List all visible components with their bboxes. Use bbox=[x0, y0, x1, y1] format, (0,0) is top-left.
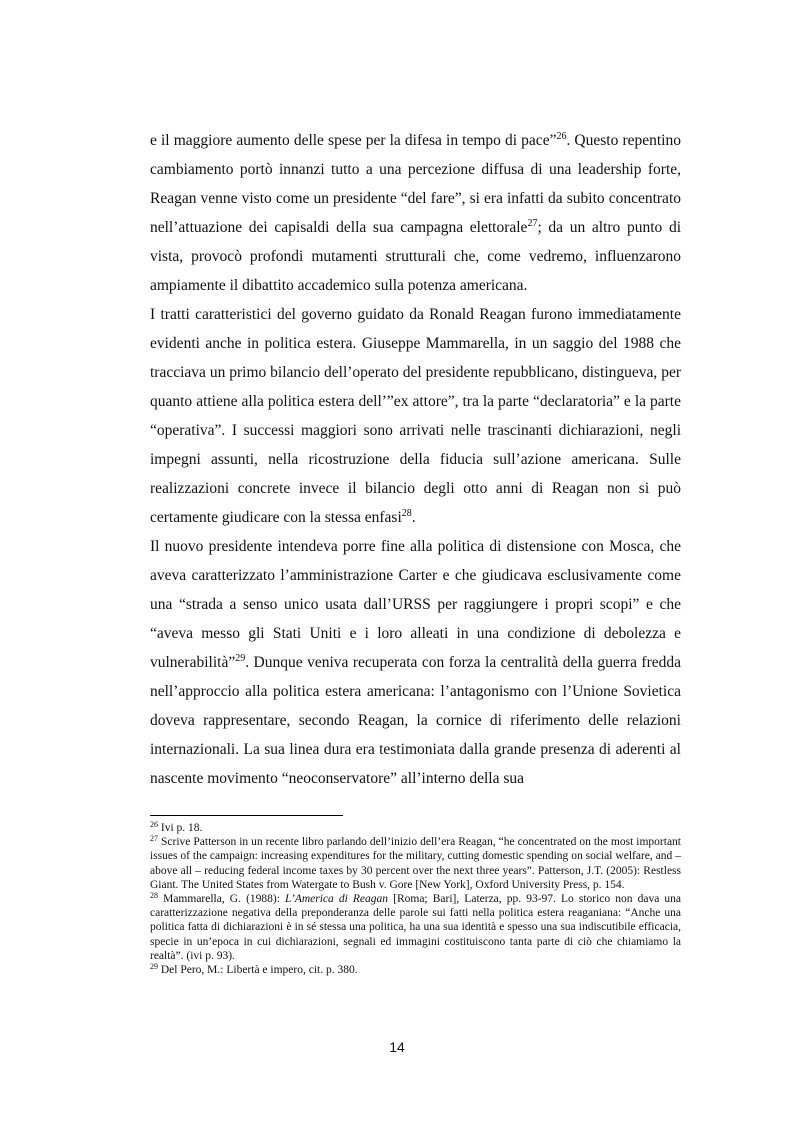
footnote-number: 27 bbox=[150, 834, 158, 844]
text-run: Il nuovo presidente intendeva porre fine alla politica di distensione con Mosca, che aveva caratterizzato l’amministrazione Carter e che giudicava esclusivamente come una “strada a senso unico usata dall’URSS per raggiungere i propri scopi” e che “aveva messo gli Stati Uniti e i loro alleati in una condizione di debolezza e vulnerabilità” bbox=[150, 538, 681, 671]
footnote-separator bbox=[150, 815, 343, 816]
footnote-ref-26[interactable]: 26 bbox=[556, 131, 567, 142]
paragraph-3 bbox=[150, 532, 681, 793]
text-run: . Questo repentino cambiamento portò innanzi tutto a una percezione diffusa di una leadership forte, Reagan venne visto come un presidente “del fare”, si era infatti da subito concentrato nell’attuazione dei capisaldi della sua campagna elettorale bbox=[150, 132, 681, 236]
footnote-number: 29 bbox=[150, 962, 158, 972]
footnote-26 bbox=[150, 821, 681, 835]
footnote-ref-29[interactable]: 29 bbox=[235, 653, 246, 664]
footnote-text: Mammarella, G. (1988): bbox=[163, 893, 286, 906]
main-text bbox=[150, 126, 681, 793]
footnote-ref-28[interactable]: 28 bbox=[401, 508, 412, 519]
text-run: . bbox=[411, 509, 416, 526]
footnote-text: Scrive Patterson in un recente libro parlando dell’inizio dell’era Reagan, “he concentrated on the most important issues of the campaign: increasing expenditures for the military, cutting domestic spending on social welfare, and – above all – reducing federal income taxes by 30 percent over the next three years”. Patterson, J.T. (2005): Restless Giant. The United States from Watergate to Bush v. Gore [New York], Oxford University Press, p. 154. bbox=[150, 836, 681, 891]
footnotes bbox=[150, 821, 681, 977]
footnote-28 bbox=[150, 892, 681, 963]
footnote-29 bbox=[150, 963, 681, 977]
text-run: e il maggiore aumento delle spese per la difesa in tempo di pace” bbox=[150, 132, 557, 149]
text-run: . Dunque veniva recuperata con forza la centralità della guerra fredda nell’approccio alla politica estera americana: l’antagonismo con l’Unione Sovietica doveva rappresentare, secondo Reagan, la cornice di riferimento delle relazioni internazionali. La sua linea dura era testimoniata dalla grande presenza di aderenti al nascente movimento “neoconservatore” all’interno della sua bbox=[150, 654, 681, 787]
footnote-number: 28 bbox=[150, 891, 158, 901]
page-number: 14 bbox=[389, 1039, 405, 1055]
footnote-text: Del Pero, M.: Libertà e impero, cit. p. 380. bbox=[160, 964, 358, 977]
footnote-27 bbox=[150, 835, 681, 892]
footnote-text: [Roma; Bari], Laterza, pp. 93-97. Lo storico non dava una caratterizzazione negativa della preponderanza delle parole sui fatti nella politica estera reaganiana: “Anche una politica fatta di dichiarazioni è in sé stessa una politica, ha una sua identità e spesso una sua indiscutibile efficacia, specie in un’epoca in cui dichiarazioni, segnali ed immagini costituiscono tanta parte di ciò che chiamiamo la realtà”. (ivi p. 93). bbox=[150, 893, 681, 962]
paragraph-1 bbox=[150, 126, 681, 300]
footnote-number: 26 bbox=[150, 820, 158, 829]
paragraph-2 bbox=[150, 300, 681, 532]
footnote-ref-27[interactable]: 27 bbox=[527, 218, 538, 229]
text-run: ; da un altro punto di vista, provocò profondi mutamenti strutturali che, come vedremo, influenzarono ampiamente il dibattito accademico sulla potenza americana. bbox=[150, 219, 682, 294]
text-run: I tratti caratteristici del governo guidato da Ronald Reagan furono immediatamente evidenti anche in politica estera. Giuseppe Mammarella, in un saggio del 1988 che tracciava un primo bilancio dell’operato del presidente repubblicano, distingueva, per quanto attiene alla politica estera dell’”ex attore”, tra la parte “declaratoria” e la parte “operativa”. I successi maggiori sono arrivati nelle trascinanti dichiarazioni, negli impegni assunti, nella ricostruzione della fiducia sull’azione americana. Sulle realizzazioni concrete invece il bilancio degli otto anni di Reagan non si può certamente giudicare con la stessa enfasi bbox=[150, 306, 681, 526]
book-title: L’America di Reagan bbox=[285, 893, 389, 906]
footnote-text: Ivi p. 18. bbox=[160, 822, 203, 834]
